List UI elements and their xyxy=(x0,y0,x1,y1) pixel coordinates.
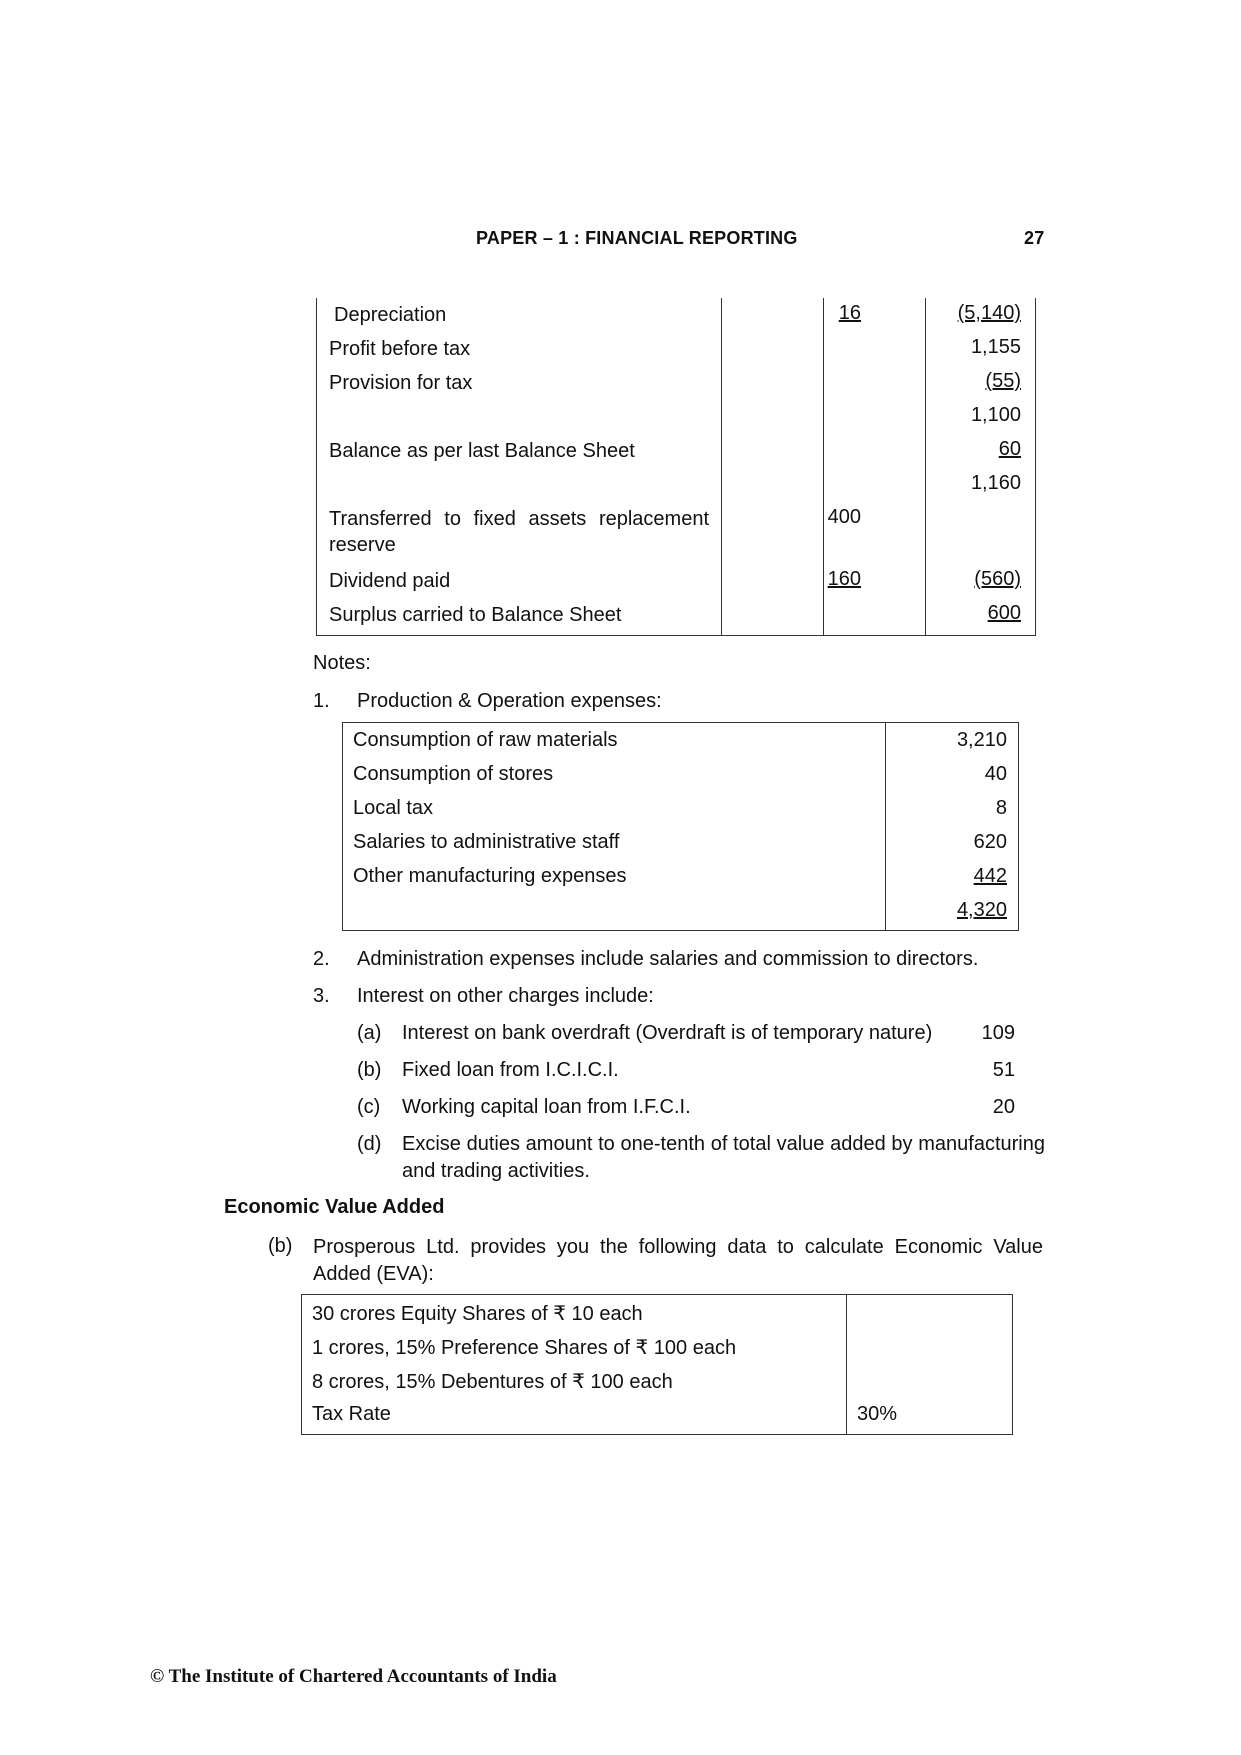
row-value: 3,210 xyxy=(956,729,1007,751)
row-total: 1,155 xyxy=(970,336,1021,358)
table-row xyxy=(317,568,1035,602)
row-value: 40 xyxy=(984,763,1007,785)
row-label: Other manufacturing expenses xyxy=(353,865,627,887)
table-row xyxy=(317,602,1035,636)
item-text: Working capital loan from I.F.C.I. xyxy=(402,1096,691,1118)
table-row xyxy=(317,506,1035,562)
table-row xyxy=(343,729,1018,763)
row-value: 8 xyxy=(995,797,1007,819)
row-label: Transferred to fixed assets replacement reserve xyxy=(329,508,709,556)
table-row xyxy=(343,865,1018,899)
item-value: 20 xyxy=(992,1096,1015,1118)
table-row xyxy=(302,1335,1012,1369)
section-heading: Economic Value Added xyxy=(224,1196,445,1218)
table-row xyxy=(302,1301,1012,1335)
note-text: Administration expenses include salaries and commission to directors. xyxy=(357,948,979,970)
row-total: 1,100 xyxy=(970,404,1021,426)
table-row xyxy=(317,336,1035,370)
note-number: 2. xyxy=(313,948,330,970)
row-label: Provision for tax xyxy=(329,372,473,394)
production-expenses-table xyxy=(342,722,1019,931)
row-label: Consumption of stores xyxy=(353,763,554,785)
item-label: (c) xyxy=(357,1096,381,1118)
row-label: Balance as per last Balance Sheet xyxy=(329,440,635,462)
item-label: (d) xyxy=(357,1133,382,1155)
table-row xyxy=(343,831,1018,865)
row-label: Local tax xyxy=(353,797,434,819)
table-row xyxy=(317,370,1035,404)
page-header-title: PAPER – 1 : FINANCIAL REPORTING xyxy=(476,228,798,248)
row-value: 442 xyxy=(973,865,1007,887)
table-row xyxy=(343,899,1018,933)
row-total: 60 xyxy=(998,438,1021,460)
note-text: Production & Operation expenses: xyxy=(357,690,662,712)
row-value: 400 xyxy=(827,506,861,528)
item-text: Fixed loan from I.C.I.C.I. xyxy=(402,1059,619,1081)
item-label: (a) xyxy=(357,1022,382,1044)
item-value: 109 xyxy=(981,1022,1015,1044)
row-label: Surplus carried to Balance Sheet xyxy=(329,604,622,626)
item-label: (b) xyxy=(357,1059,382,1081)
item-value: 51 xyxy=(992,1059,1015,1081)
item-text: Excise duties amount to one-tenth of total value added by manufacturing and trading activities. xyxy=(402,1133,1045,1182)
part-label: (b) xyxy=(268,1235,293,1257)
row-label: Tax Rate xyxy=(312,1403,391,1425)
row-label: Dividend paid xyxy=(329,570,451,592)
table-row xyxy=(317,302,1035,336)
footer-copyright: © The Institute of Chartered Accountants of India xyxy=(150,1666,557,1687)
page-number: 27 xyxy=(1024,228,1045,248)
table-row xyxy=(343,763,1018,797)
notes-heading: Notes: xyxy=(313,652,371,674)
row-total: 600 xyxy=(987,602,1021,624)
note-text: Interest on other charges include: xyxy=(357,985,654,1007)
row-label: Profit before tax xyxy=(329,338,471,360)
row-value: 16 xyxy=(838,302,861,324)
table-row xyxy=(302,1403,1012,1437)
row-total: 1,160 xyxy=(970,472,1021,494)
row-total: (560) xyxy=(974,568,1021,590)
table-row xyxy=(317,438,1035,472)
row-value: 620 xyxy=(973,831,1007,853)
item-text: Interest on bank overdraft (Overdraft is of temporary nature) xyxy=(402,1022,933,1044)
eva-data-table xyxy=(301,1294,1013,1435)
row-label: 30 crores Equity Shares of ₹ 10 each xyxy=(312,1303,643,1325)
note-number: 1. xyxy=(313,690,330,712)
table-row xyxy=(317,404,1035,438)
table-row xyxy=(302,1369,1012,1403)
row-label: Depreciation xyxy=(334,304,447,326)
row-label: 1 crores, 15% Preference Shares of ₹ 100 each xyxy=(312,1337,737,1359)
row-value: 160 xyxy=(827,568,861,590)
table-row xyxy=(317,472,1035,506)
note-number: 3. xyxy=(313,985,330,1007)
row-label: Salaries to administrative staff xyxy=(353,831,620,853)
total-value: 4,320 xyxy=(956,899,1007,921)
intro-text: Prosperous Ltd. provides you the following data to calculate Economic Value Added (EVA): xyxy=(313,1236,1043,1285)
row-label: Consumption of raw materials xyxy=(353,729,618,751)
table-row xyxy=(343,797,1018,831)
row-total: (55) xyxy=(985,370,1021,392)
row-total: (5,140) xyxy=(957,302,1021,324)
row-value: 30% xyxy=(857,1403,898,1425)
statement-table xyxy=(316,298,1036,636)
row-label: 8 crores, 15% Debentures of ₹ 100 each xyxy=(312,1371,673,1393)
